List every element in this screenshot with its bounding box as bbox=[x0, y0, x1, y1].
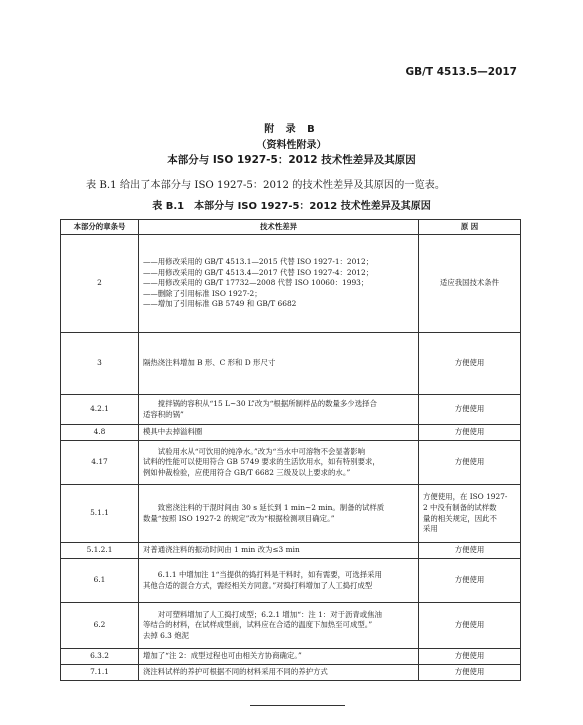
cell-reason bbox=[419, 333, 521, 395]
cell-reason bbox=[419, 559, 521, 603]
cell-reason bbox=[419, 603, 521, 649]
cell-diff bbox=[139, 665, 419, 681]
diff-line: ——用修改采用的 GB/T 17732—2008 代替 ISO 10060：1993； bbox=[143, 278, 369, 288]
diff-line: 增加了“注 2：成型过程也可由相关方协商确定。” bbox=[143, 651, 302, 661]
reason-line: 方便使用，在 ISO 1927- bbox=[423, 492, 508, 502]
table-row bbox=[61, 333, 521, 395]
diff-line: 浇注料试样的养护可根据不同的材料采用不同的养护方式 bbox=[143, 667, 328, 677]
cell-diff bbox=[139, 603, 419, 649]
reason-line: 方便使用 bbox=[454, 651, 485, 661]
diff-line: 搅拌锅的容积从“15 L~30 L”改为“根据所制样品的数量多少选择合 bbox=[157, 398, 377, 408]
cell-diff bbox=[139, 559, 419, 603]
diff-line: ——删除了引用标准 ISO 1927-2； bbox=[143, 288, 262, 298]
cell-chapter: 4.2.1 bbox=[61, 395, 139, 425]
cell-chapter: 6.3.2 bbox=[61, 649, 139, 665]
reason-line: 方便使用 bbox=[454, 620, 485, 630]
cell-chapter: 6.2 bbox=[61, 603, 139, 649]
diff-line: 致密浇注料的干混时间由 30 s 延长到 1 min~2 min。制备的试样质 bbox=[157, 502, 385, 512]
cell-reason bbox=[419, 485, 521, 543]
cell-diff bbox=[139, 333, 419, 395]
diff-line: 模具中去掉溢料圈 bbox=[143, 427, 203, 437]
diff-line: 数量“按照 ISO 1927-2 的规定”改为“根据检测项目确定。” bbox=[143, 513, 335, 523]
cell-diff bbox=[139, 485, 419, 543]
reason-line: 采用 bbox=[423, 524, 438, 534]
diff-line: 对可塑料增加了人工捣打成型；6.2.1 增加“：注 1：对于沥青或焦油 bbox=[157, 609, 382, 619]
reason-line: 方便使用 bbox=[454, 404, 485, 414]
diff-line: 对普通浇注料的振动时间由 1 min 改为≤3 min bbox=[143, 545, 300, 555]
cell-reason bbox=[419, 395, 521, 425]
intro-paragraph: 表 B.1 给出了本部分与 ISO 1927-5：2012 的技术性差异及其原因的一览表。 bbox=[86, 180, 446, 191]
reason-line: 方便使用 bbox=[454, 545, 485, 555]
annex-type: （资料性附录） bbox=[256, 140, 327, 151]
reason-line: 方便使用 bbox=[454, 667, 485, 677]
diff-line: 隔热浇注料增加 B 形、C 形和 D 形尺寸 bbox=[143, 358, 276, 368]
cell-reason bbox=[419, 665, 521, 681]
diff-line: 6.1.1 中增加注 1“当提供的捣打料是干料时，如有需要，可选择采用 bbox=[157, 569, 382, 579]
reason-line: 量的相关规定，因此不 bbox=[423, 513, 497, 523]
cell-reason bbox=[419, 235, 521, 333]
cell-chapter: 5.1.2.1 bbox=[61, 543, 139, 559]
table-row bbox=[61, 441, 521, 485]
standard-code: GB/T 4513.5—2017 bbox=[405, 66, 517, 78]
cell-reason bbox=[419, 649, 521, 665]
table-row bbox=[61, 235, 521, 333]
header-diff: 技术性差异 bbox=[139, 220, 419, 235]
reason-line: 方便使用 bbox=[454, 427, 485, 437]
table-header-row bbox=[61, 220, 521, 235]
cell-diff bbox=[139, 235, 419, 333]
table-row bbox=[61, 425, 521, 441]
diff-line: 适容积的锅” bbox=[143, 409, 184, 419]
diff-line: 其他合适的混合方式，需经相关方同意。”对捣打料增加了人工捣打成型 bbox=[143, 580, 373, 590]
reason-line: 方便使用 bbox=[454, 575, 485, 585]
reason-line: 适应我国技术条件 bbox=[439, 278, 500, 288]
diff-line: ——用修改采用的 GB/T 4513.1—2015 代替 ISO 1927-1：2012； bbox=[143, 257, 374, 267]
diff-line: 去掉 6.3 炮泥 bbox=[143, 630, 190, 640]
diff-line: ——用修改采用的 GB/T 4513.4—2017 代替 ISO 1927-4：2012； bbox=[143, 267, 374, 277]
cell-reason bbox=[419, 425, 521, 441]
cell-chapter: 3 bbox=[61, 333, 139, 395]
reason-line: 2 中没有制备的试样数 bbox=[423, 502, 497, 512]
cell-chapter: 4.8 bbox=[61, 425, 139, 441]
table-row bbox=[61, 485, 521, 543]
cell-reason bbox=[419, 543, 521, 559]
table-row bbox=[61, 395, 521, 425]
cell-reason bbox=[419, 441, 521, 485]
cell-chapter: 6.1 bbox=[61, 559, 139, 603]
diff-line: 等结合的材料，在试样成型前，试料应在合适的温度下加热至可成型。” bbox=[143, 620, 373, 630]
table-row bbox=[61, 559, 521, 603]
table-row bbox=[61, 603, 521, 649]
cell-diff bbox=[139, 425, 419, 441]
header-chapter: 本部分的章条号 bbox=[61, 220, 139, 235]
cell-chapter: 5.1.1 bbox=[61, 485, 139, 543]
header-reason: 原 因 bbox=[419, 220, 521, 235]
table-row bbox=[61, 649, 521, 665]
reason-line: 方便使用 bbox=[454, 457, 485, 467]
differences-table bbox=[60, 219, 521, 681]
annex-title: 附 录 B bbox=[264, 124, 319, 135]
footer-divider bbox=[250, 705, 345, 706]
cell-diff bbox=[139, 441, 419, 485]
diff-line: 例如仲裁检验，应使用符合 GB/T 6682 三级及以上要求的水。” bbox=[143, 467, 351, 477]
cell-chapter: 2 bbox=[61, 235, 139, 333]
table-body bbox=[61, 235, 521, 681]
diff-line: ——增加了引用标准 GB 5749 和 GB/T 6682 bbox=[143, 299, 297, 309]
cell-diff bbox=[139, 649, 419, 665]
table-title: 表 B.1 本部分与 ISO 1927-5：2012 技术性差异及其原因 bbox=[152, 201, 431, 212]
cell-chapter: 4.17 bbox=[61, 441, 139, 485]
table-row bbox=[61, 665, 521, 681]
diff-line: 试验用水从“可饮用的纯净水。”改为“当水中可溶物不会显著影响 bbox=[157, 446, 365, 456]
table-row bbox=[61, 543, 521, 559]
cell-diff bbox=[139, 395, 419, 425]
cell-diff bbox=[139, 543, 419, 559]
cell-chapter: 7.1.1 bbox=[61, 665, 139, 681]
annex-heading: 本部分与 ISO 1927-5：2012 技术性差异及其原因 bbox=[167, 154, 416, 166]
diff-line: 试料的性能可以使用符合 GB 5749 要求的生活饮用水，如有特别要求， bbox=[143, 457, 380, 467]
reason-line: 方便使用 bbox=[454, 358, 485, 368]
